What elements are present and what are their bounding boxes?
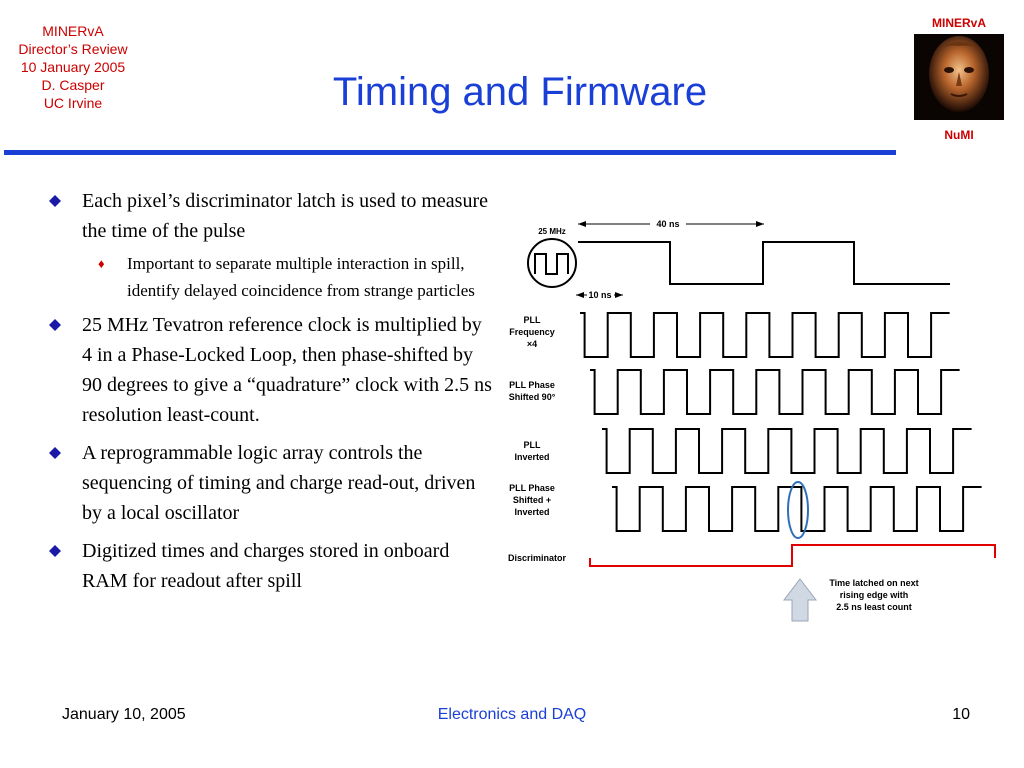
bullet-item [40, 536, 496, 596]
pll-shifted-inverted-waveform [612, 487, 982, 531]
bullet-text: Digitized times and charges stored in onboard RAM for readout after spill [82, 540, 450, 592]
bullet-text: A reprogrammable logic array controls the sequencing of timing and charge read-out, driven by a local oscillator [82, 442, 476, 524]
svg-text:PLL Phase: PLL Phase [509, 483, 555, 493]
svg-text:Time latched on next: Time latched on next [829, 578, 919, 588]
diamond-bullet-icon [49, 447, 61, 459]
title-rule [4, 150, 896, 155]
bullet-item [40, 438, 496, 528]
timing-diagram [490, 200, 1010, 630]
svg-text:×4: ×4 [526, 339, 538, 349]
svg-text:PLL Phase: PLL Phase [509, 380, 555, 390]
svg-text:PLL: PLL [523, 440, 541, 450]
footer-section: Electronics and DAQ [437, 706, 587, 723]
page-number: 10 [952, 706, 970, 723]
pll-frequency-waveform [580, 313, 950, 357]
pll-phase-shifted-waveform [590, 370, 960, 414]
bullet-item [40, 186, 496, 246]
svg-text:Shifted 90°: Shifted 90° [508, 392, 556, 402]
review-name: Director’s Review [18, 41, 128, 57]
logo-caption: NuMI [944, 128, 974, 142]
pll-phase-shifted-label [509, 380, 556, 402]
svg-text:rising edge with: rising edge with [839, 590, 909, 600]
project-name: MINERvA [42, 23, 104, 39]
svg-text:Inverted: Inverted [514, 507, 550, 517]
diamond-bullet-icon [49, 545, 61, 557]
presentation-info [0, 22, 146, 112]
svg-text:Inverted: Inverted [514, 452, 550, 462]
bullet-item [40, 310, 496, 430]
pll-frequency-label [509, 315, 555, 349]
sub-bullet-text: Important to separate multiple interaction in spill, identify delayed coincidence from strange particles [127, 254, 475, 300]
pll-shifted-inverted-label [509, 483, 555, 517]
sub-bullet-item [40, 250, 496, 304]
svg-text:Frequency: Frequency [509, 327, 555, 337]
slide-title: Timing and Firmware [332, 70, 708, 114]
pll-waveforms [580, 313, 982, 531]
diamond-bullet-icon [49, 319, 61, 331]
discriminator-label: Discriminator [507, 553, 567, 563]
minerva-logo [914, 34, 1004, 120]
latch-up-arrow-icon [784, 579, 816, 621]
author-name: D. Casper [41, 77, 105, 93]
discriminator-waveform [590, 545, 995, 566]
bullet-text: Each pixel’s discriminator latch is used to measure the time of the pulse [82, 190, 488, 242]
red-diamond-bullet-icon: ♦ [98, 256, 105, 271]
footer-date: January 10, 2005 [62, 706, 186, 723]
svg-text:2.5 ns least count: 2.5 ns least count [836, 602, 912, 612]
pll-inverted-waveform [602, 429, 972, 473]
reference-clock-waveform [578, 242, 950, 284]
clock-freq-label: 25 MHz [538, 227, 566, 236]
institution: UC Irvine [43, 95, 103, 111]
logo-title: MINERvA [931, 16, 986, 30]
bullet-text: 25 MHz Tevatron reference clock is multiplied by 4 in a Phase-Locked Loop, then phase-shifted by 90 degrees to give a “quadrature” clock with 2.5 ns resolution least-count. [82, 314, 492, 426]
period-10ns-marker [576, 290, 623, 300]
svg-text:PLL: PLL [523, 315, 541, 325]
review-date: 10 January 2005 [20, 59, 126, 75]
diamond-bullet-icon [49, 195, 61, 207]
pll-inverted-label [514, 440, 549, 462]
period-40ns-marker [578, 219, 764, 229]
latch-note [829, 578, 918, 612]
period-40ns-label: 40 ns [656, 219, 680, 229]
svg-text:Shifted +: Shifted + [512, 495, 552, 505]
period-10ns-label: 10 ns [588, 290, 612, 300]
latch-edge-highlight [788, 482, 808, 538]
oscillator-icon [528, 239, 576, 287]
bullet-list [40, 186, 496, 604]
